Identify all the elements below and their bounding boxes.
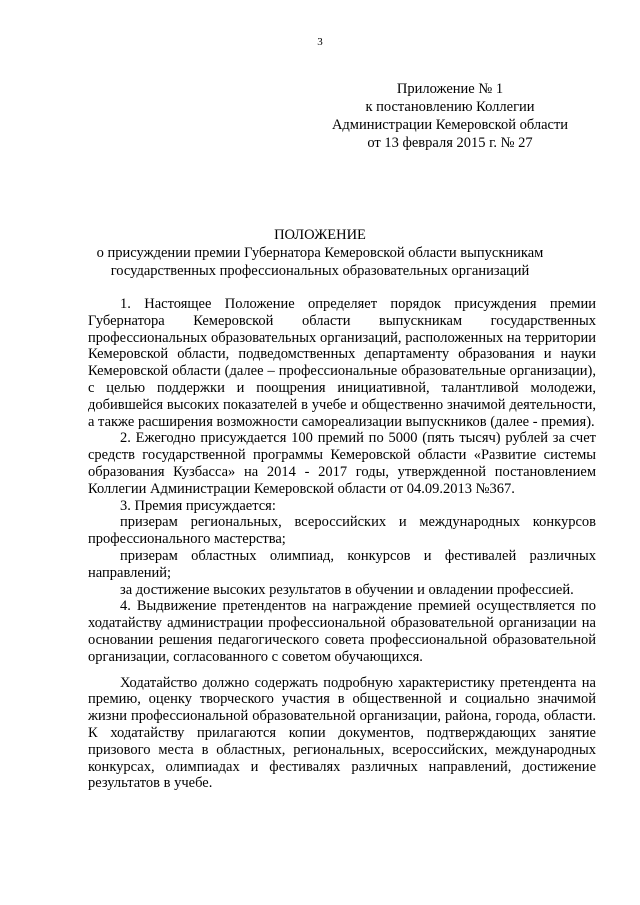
- appendix-line: Приложение № 1: [396, 81, 504, 97]
- list-item-achievement: за достижение высоких результатов в обучении и овладении профессией.: [120, 581, 574, 598]
- paragraph-3: 3. Премия присуждается:: [120, 497, 276, 514]
- document-subtitle: государственных профессиональных образовательных организаций: [110, 263, 530, 279]
- list-item-olympiads: призерам областных олимпиад, конкурсов и фестивалей различных направлений;: [88, 547, 596, 581]
- appendix-line: Администрации Кемеровской области: [331, 117, 569, 133]
- page-number: 3: [317, 36, 323, 48]
- appendix-line: от 13 февраля 2015 г. № 27: [367, 135, 533, 151]
- appendix-line: к постановлению Коллегии: [365, 99, 535, 115]
- paragraph-petition: Ходатайство должно содержать подробную характеристику претендента на премию, оценку творческого участия в общественной и социально значимой жизни профессиональной образовательной организации, района, города, области. К ходатайству прилагаются копии документов, подтверждающих занятие призового места в областных, региональных, всероссийских, международных конкурсах, олимпиадах и фестивалях различных направлений, достижение результатов в учебе.: [88, 674, 596, 792]
- paragraph-1: 1. Настоящее Положение определяет порядок присуждения премии Губернатора Кемеровской области выпускникам государственных профессиональных образовательных организаций, расположенных на территории Кемеровской области, подведомственных департаменту образования и науки Кемеровской области (далее – профессиональные образовательные организации), с целью поддержки и поощрения инициативной, талантливой молодежи, добившейся высоких показателей в учебе и общественно значимой деятельности, а также расширения возможности самореализации выпускников (далее - премия).: [88, 296, 596, 430]
- paragraph-4: 4. Выдвижение претендентов на награждение премией осуществляется по ходатайству администрации профессиональной образовательной организации на основании решения педагогического совета профессиональной образовательной организации, согласованного с советом обучающихся.: [88, 598, 596, 665]
- list-item-regional: призерам региональных, всероссийских и международных конкурсов профессионального мастерства;: [88, 514, 596, 548]
- document-body: [88, 296, 596, 792]
- document-heading: [0, 226, 640, 280]
- document-subtitle: о присуждении премии Губернатора Кемеровской области выпускникам: [96, 245, 544, 261]
- appendix-block: [300, 80, 600, 152]
- paragraph-2: 2. Ежегодно присуждается 100 премий по 5000 (пять тысяч) рублей за счет средств государственной программы Кемеровской области «Развитие системы образования Кузбасса» на 2014 - 2017 годы, утвержденной постановлением Коллегии Администрации Кемеровской области от 04.09.2013 №367.: [88, 430, 596, 497]
- document-title: ПОЛОЖЕНИЕ: [274, 227, 366, 243]
